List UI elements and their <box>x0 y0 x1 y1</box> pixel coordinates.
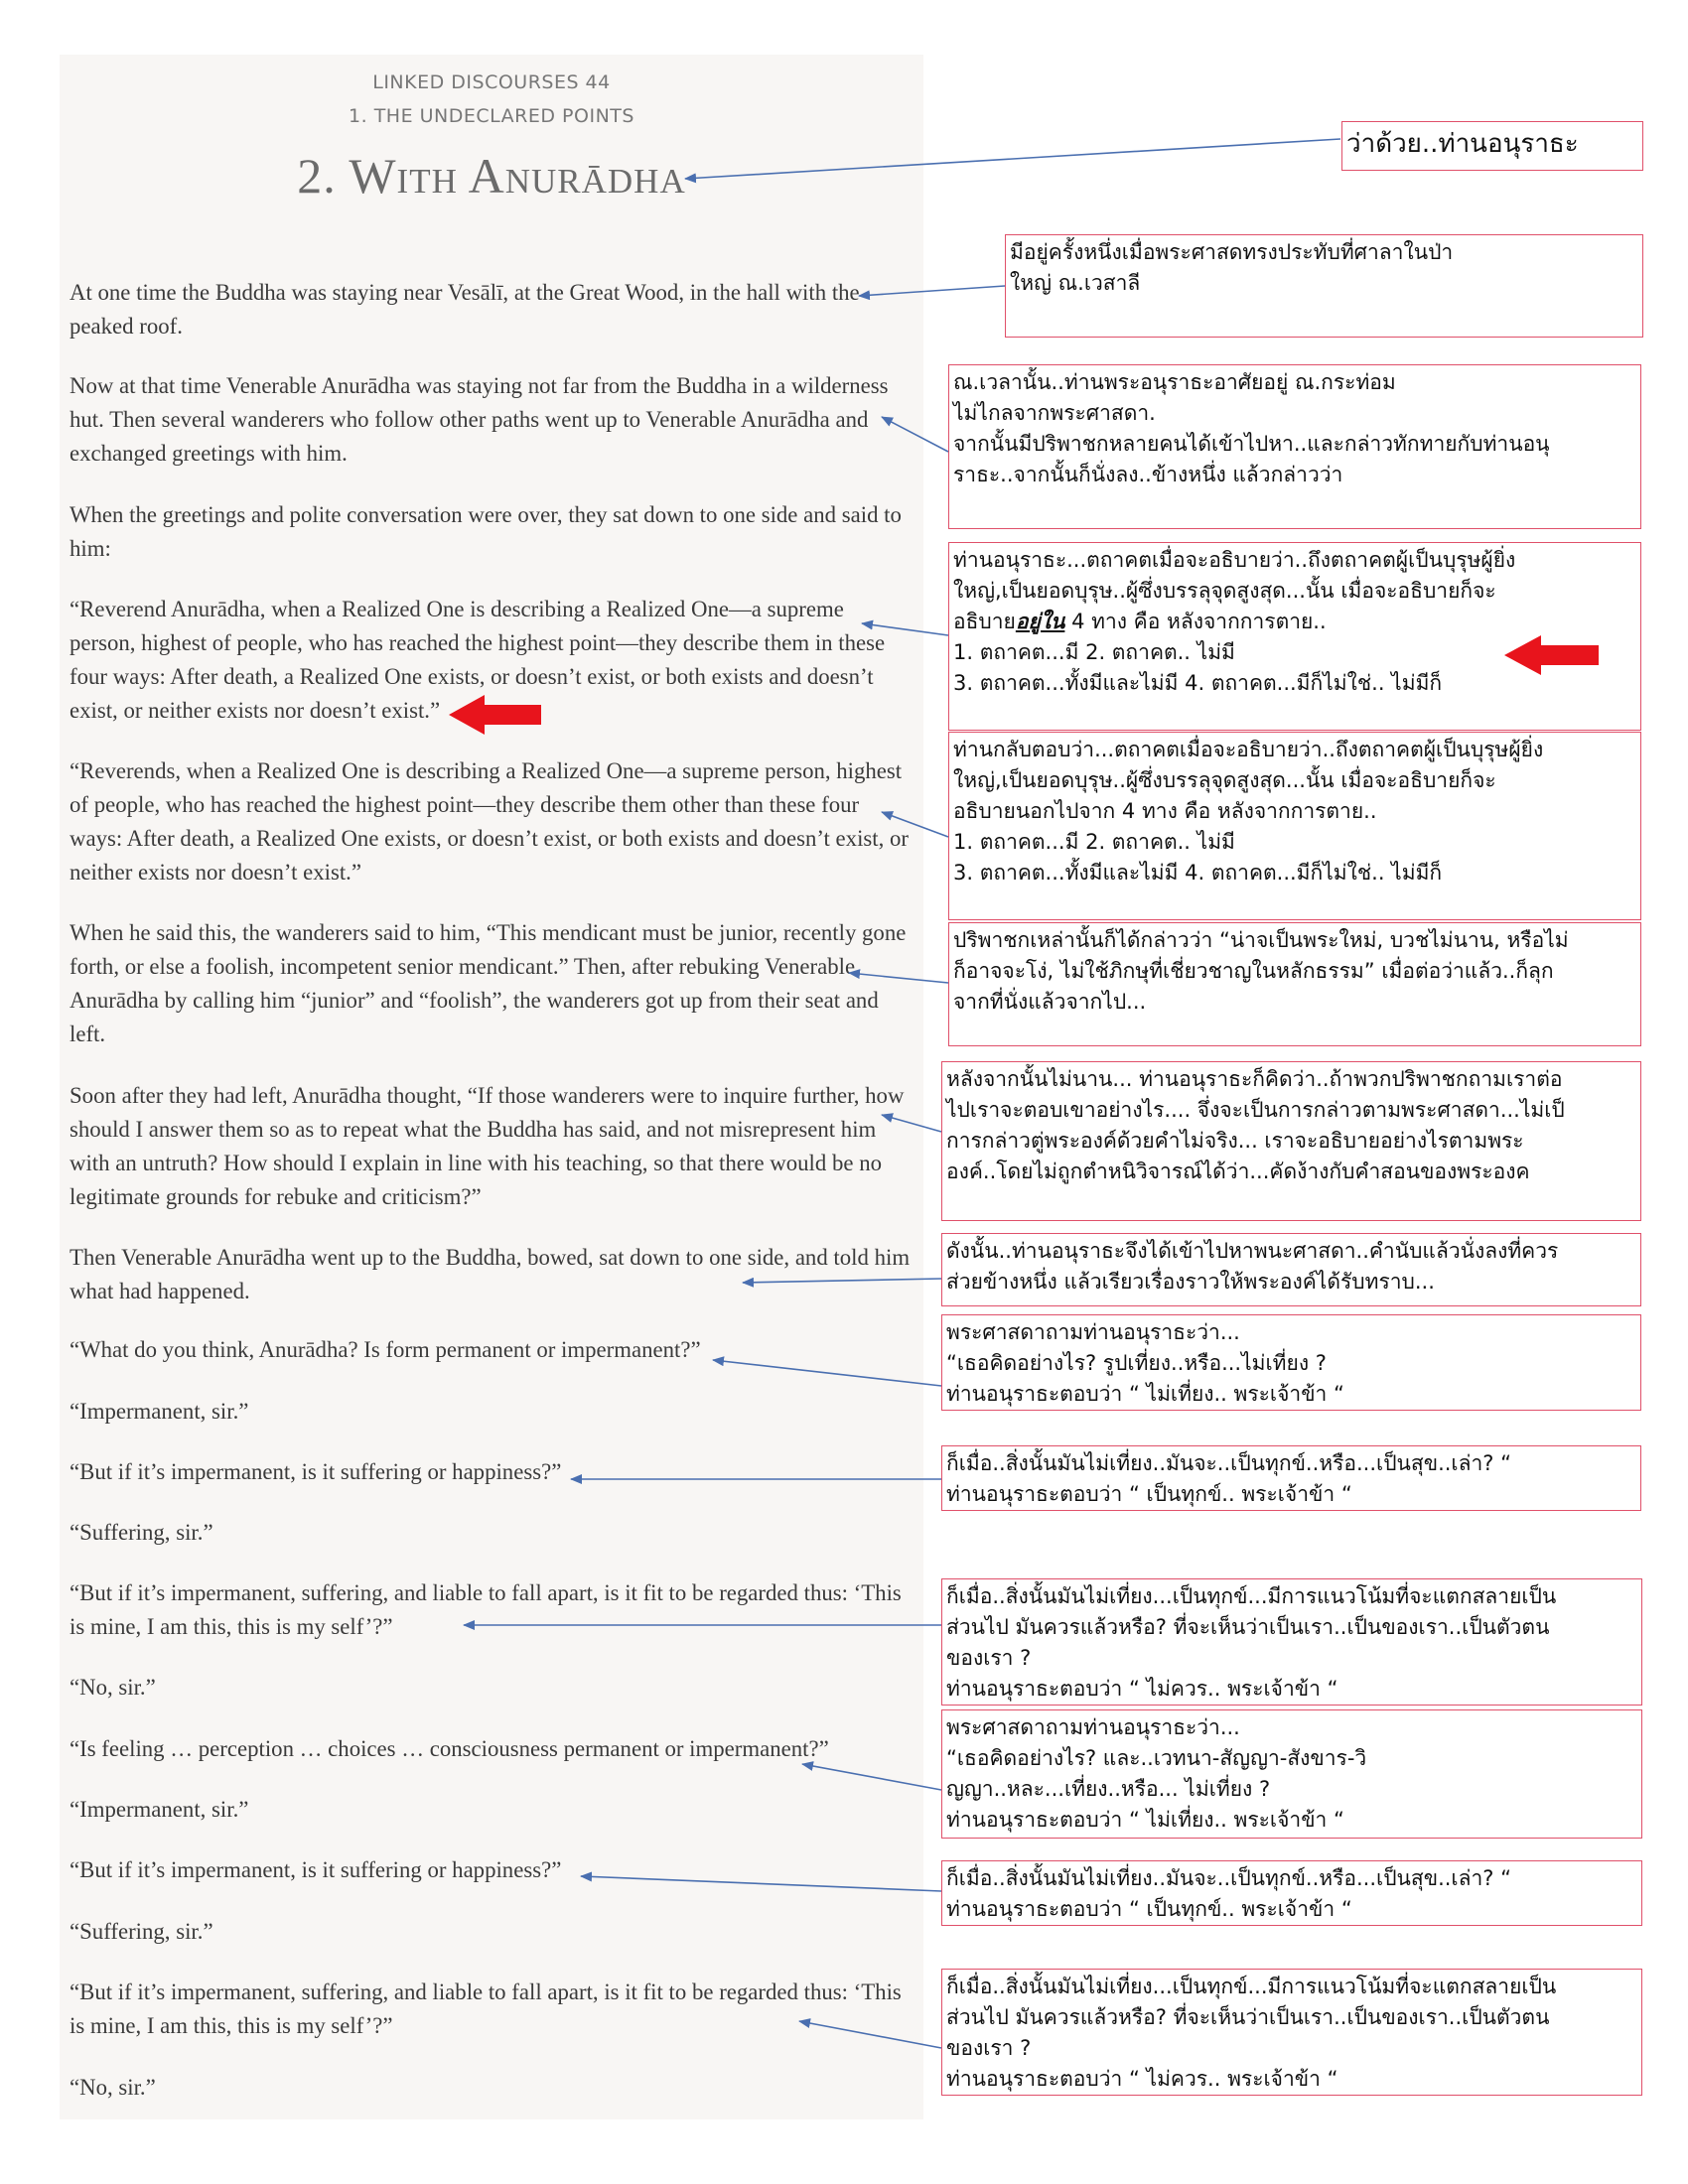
paragraph: “But if it’s impermanent, suffering, and liable to fall apart, is it fit to be regarded thus: ‘This is mine, I am this, this is my self’?” <box>70 1580 902 1639</box>
thai-note-title: ว่าด้วย..ท่านอนุราธะ <box>1341 121 1643 171</box>
paragraph: “But if it’s impermanent, is it suffering or happiness?” <box>70 1857 562 1882</box>
thai-note: ก็เมื่อ..สิ่งนั้นมันไม่เที่ยง..มันจะ..เป็นทุกข์..หรือ...เป็นสุข..เล่า? “ ท่านอนุราธะตอบว่า “ เป็นทุกข์.. พระเจ้าข้า “ <box>941 1445 1641 1511</box>
paragraph: “Suffering, sir.” <box>70 1919 213 1944</box>
paragraph: When he said this, the wanderers said to him, “This mendicant must be junior, recently gone forth, or else a foolish, incompetent senior mendicant.” Then, after rebuking Venerable Anurādha by calling him “junior” and “foolish”, the wanderers got up from their seat and left. <box>70 920 907 1046</box>
paragraph: “Is feeling … perception … choices … consciousness permanent or impermanent?” <box>70 1736 829 1761</box>
chapter-heading: 1. THE UNDECLARED POINTS <box>349 105 634 127</box>
paragraph: Then Venerable Anurādha went up to the Buddha, bowed, sat down to one side, and told him what had happened. <box>70 1245 911 1303</box>
collection-heading: LINKED DISCOURSES 44 <box>372 71 611 93</box>
paragraph: “Impermanent, sir.” <box>70 1399 249 1424</box>
thai-note: มีอยู่ครั้งหนึ่งเมื่อพระศาสดทรงประทับที่ศาลาในป่า ใหญ่ ณ.เวสาลี <box>1005 234 1643 338</box>
thai-note: พระศาสดาถามท่านอนุราธะว่า... “เธอคิดอย่างไร? รูปเที่ยง..หรือ...ไม่เที่ยง ? ท่านอนุราธะตอบว่า “ ไม่เที่ยง.. พระเจ้าข้า “ <box>941 1314 1641 1411</box>
thai-note-four-ways <box>948 542 1641 731</box>
paragraph: “No, sir.” <box>70 2075 156 2100</box>
thai-note: ก็เมื่อ..สิ่งนั้นมันไม่เที่ยง..มันจะ..เป็นทุกข์..หรือ...เป็นสุข..เล่า? “ ท่านอนุราธะตอบว่า “ เป็นทุกข์.. พระเจ้าข้า “ <box>941 1860 1642 1926</box>
thai-note: ปริพาชกเหล่านั้นก็ได้กล่าวว่า “น่าจเป็นพระใหม่, บวชไม่นาน, หรือไม่ ก็อาจจะโง่, ไม่ใช้ภิกษุที่เชี่ยวชาญในหลักธรรม” เมื่อต่อว่าแล้ว..ก็ลุก จากที่นั่งแล้วจากไป... <box>948 922 1641 1046</box>
thai-note: ดังนั้น..ท่านอนุราธะจึงได้เข้าไปหาพนะศาสดา..คำนับแล้วนั่งลงที่ควร ส่วยข้างหนึ่ง แล้วเรียวเรื่องราวให้พระองค์ได้รับทราบ... <box>941 1233 1641 1306</box>
paragraph: “Impermanent, sir.” <box>70 1797 249 1822</box>
paragraph: “Suffering, sir.” <box>70 1520 213 1545</box>
thai-note: หลังจากนั้นไม่นาน... ท่านอนุราธะก็คิดว่า..ถ้าพวกปริพาชกถามเราต่อ ไปเราจะตอบเขาอย่างไร.... จึ่งจะเป็นการกล่าวตามพระศาสดา...ไม่เป็ การกล่าวตู่พระองค์ด้วยคำไม่จริง... เราจะอธิบายอย่างไรตามพระ องค์..โดยไม่ถูกตำหนิวิจารณ์ได้ว่า...คัดง้างกับคำสอนของพระองค <box>941 1061 1641 1221</box>
thai-note: ก็เมื่อ..สิ่งนั้นมันไม่เที่ยง...เป็นทุกข์...มีการแนวโน้มที่จะแตกสลายเป็น ส่วนไป มันควรแล้วหรือ? ที่จะเห็นว่าเป็นเรา..เป็นของเรา..เป็นตัวตน ของเรา ? ท่านอนุราธะตอบว่า “ ไม่ควร.. พระเจ้าข้า “ <box>941 1578 1642 1706</box>
thai-note: พระศาสดาถามท่านอนุราธะว่า... “เธอคิดอย่างไร? และ..เวทนา-สัญญา-สังขาร-วิ ญญา..หละ...เที่ยง..หรือ... ไม่เที่ยง ? ท่านอนุราธะตอบว่า “ ไม่เที่ยง.. พระเจ้าข้า “ <box>941 1709 1642 1839</box>
paragraph: “Reverends, when a Realized One is describing a Realized One—a supreme person, highest of people, who has reached the highest point—they describe them other than these four ways: After death, a Realized One exists, or doesn’t exist, or both exists and doesn’t exist, or neither exists nor doesn’t exist.” <box>70 758 909 885</box>
sutta-title: 2. With Anurādha <box>297 148 686 204</box>
thai-note: ท่านกลับตอบว่า...ตถาคตเมื่อจะอธิบายว่า..ถึงตถาคตผู้เป็นบุรุษผู้ยิ่ง ใหญ่,เป็นยอดบุรุษ..ผู้ซึ่งบรรลุจุดสูงสุด...นั้น เมื่อจะอธิบายก็จะ อธิบายนอกไปจาก 4 ทาง คือ หลังจากการตาย.. 1. ตถาคต...มี 2. ตถาคต.. ไม่มี 3. ตถาคต...ทั้งมีและไม่มี 4. ตถาคต...มีก็ไม่ใช่.. ไม่มีก็ <box>948 732 1641 920</box>
paragraph: “But if it’s impermanent, is it suffering or happiness?” <box>70 1459 562 1484</box>
paragraph: “But if it’s impermanent, suffering, and liable to fall apart, is it fit to be regarded thus: ‘This is mine, I am this, this is my self’?” <box>70 1979 902 2038</box>
paragraph: At one time the Buddha was staying near Vesālī, at the Great Wood, in the hall with the peaked roof. <box>70 280 860 339</box>
paragraph: “Reverend Anurādha, when a Realized One is describing a Realized One—a supreme person, highest of people, who has reached the highest point—they describe them in these four ways: After death, a Realized One exists, or doesn’t exist, or both exists and doesn’t exist, or neither exists nor doesn’t exist.” <box>70 597 886 723</box>
thai-note: ก็เมื่อ..สิ่งนั้นมันไม่เที่ยง...เป็นทุกข์...มีการแนวโน้มที่จะแตกสลายเป็น ส่วนไป มันควรแล้วหรือ? ที่จะเห็นว่าเป็นเรา..เป็นของเรา..เป็นตัวตน ของเรา ? ท่านอนุราธะตอบว่า “ ไม่ควร.. พระเจ้าข้า “ <box>941 1969 1642 2096</box>
paragraph: “What do you think, Anurādha? Is form permanent or impermanent?” <box>70 1337 701 1362</box>
note-text: 4 ทาง คือ หลังจากการตาย.. 1. ตถาคต...มี 2. ตถาคต.. ไม่มี 3. ตถาคต...ทั้งมีและไม่มี 4. ตถาคต...มีก็ไม่ใช่.. ไม่มีก็ <box>953 610 1443 695</box>
paragraph: When the greetings and polite conversation were over, they sat down to one side and said to him: <box>70 502 902 561</box>
note-emphasis: อยู่ใน <box>1015 610 1065 633</box>
thai-note: ณ.เวลานั้น..ท่านพระอนุราธะอาศัยอยู่ ณ.กระท่อม ไม่ไกลจากพระศาสดา. จากนั้นมีปริพาชกหลายคนได้เข้าไปหา..และกล่าวทักทายกับท่านอนุ ราธะ..จากนั้นก็นั่งลง..ข้างหนึ่ง แล้วกล่าวว่า <box>948 364 1641 529</box>
paragraph: Soon after they had left, Anurādha thought, “If those wanderers were to inquire further, how should I answer them so as to repeat what the Buddha has said, and not misrepresent him with an untruth? How should I explain in line with his teaching, so that there would be no legitimate grounds for rebuke and criticism?” <box>70 1083 905 1209</box>
paragraph: “No, sir.” <box>70 1675 156 1700</box>
paragraph: Now at that time Venerable Anurādha was staying not far from the Buddha in a wilderness hut. Then several wanderers who follow other paths went up to Venerable Anurādha and exchanged greetings with him. <box>70 373 889 466</box>
note-text: ท่านอนุราธะ...ตถาคตเมื่อจะอธิบายว่า..ถึงตถาคตผู้เป็นบุรุษผู้ยิ่ง ใหญ่,เป็นยอดบุรุษ..ผู้ซึ่งบรรลุจุดสูงสุด...นั้น เมื่อจะอธิบายก็จะ อธิบาย <box>953 548 1516 633</box>
